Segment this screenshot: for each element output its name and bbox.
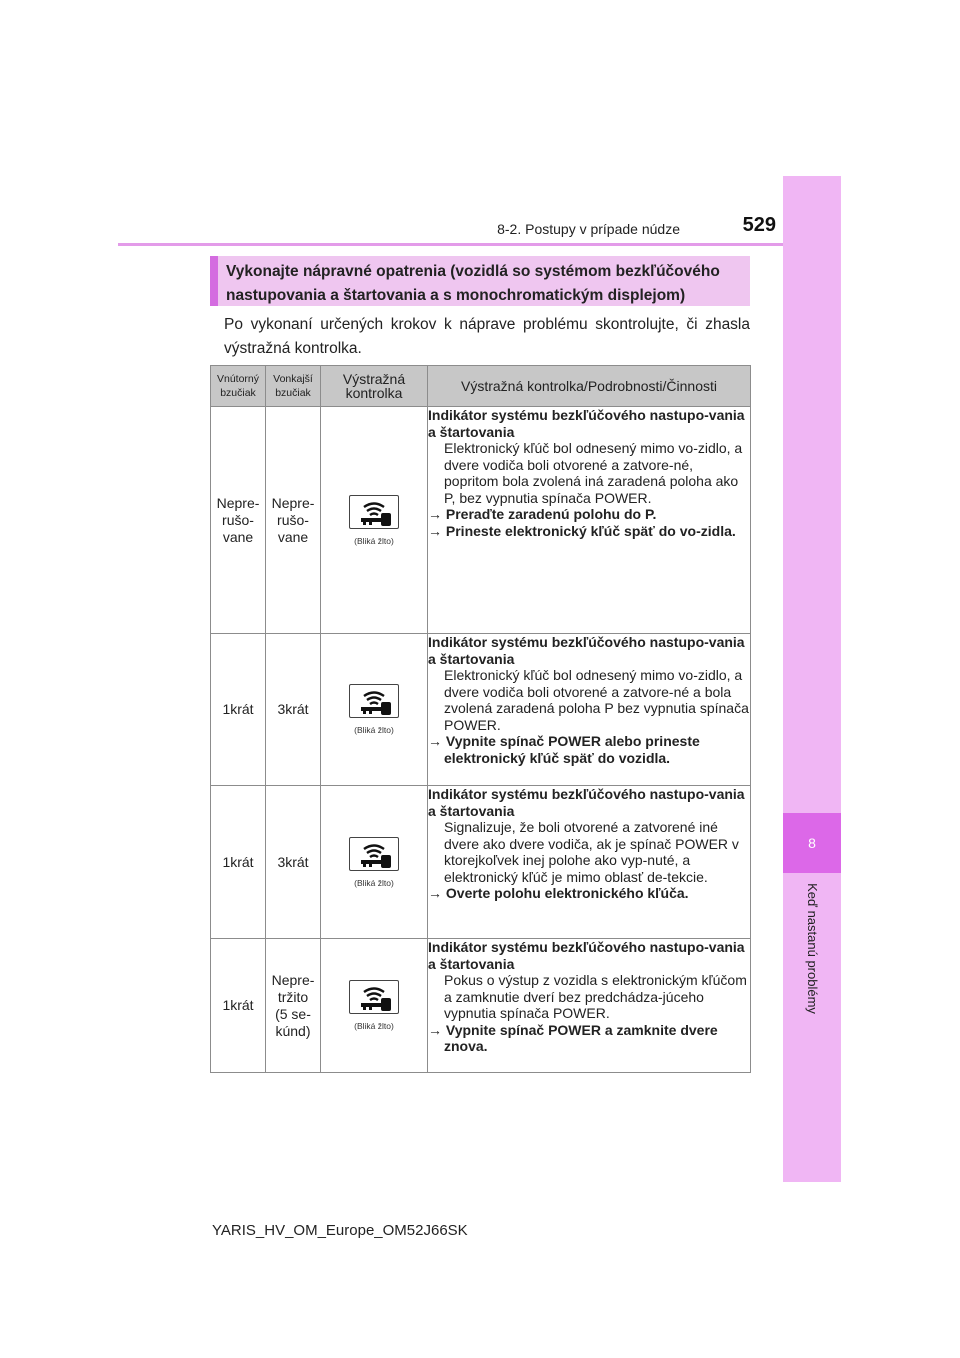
internal-buzzer-cell: Nepre-rušo-vane: [211, 407, 266, 634]
internal-buzzer-cell: 1krát: [211, 786, 266, 939]
page-number: 529: [742, 214, 776, 236]
details-cell: [428, 634, 751, 786]
header-internal-buzzer: Vnútorný bzučiak: [211, 366, 266, 407]
indicator-title: Indikátor systému bezkľúčového nastupo-vania a štartovania: [428, 634, 745, 667]
warning-light-cell: [321, 939, 428, 1073]
action-item: → Vypnite spínač POWER a zamknite dvere znova.: [428, 1021, 718, 1054]
chapter-number: 8: [808, 835, 816, 851]
header-details: Výstražná kontrolka/Podrobnosti/Činnosti: [428, 366, 751, 407]
indicator-detail: Elektronický kľúč bol odnesený mimo vo-zidlo, a dvere vodiča boli otvorené a zatvore-né a bola zvolená zaradená poloha P bez vypnutia spínača POWER.: [444, 667, 749, 733]
chapter-side-tab: [783, 176, 841, 1182]
flash-note: (Bliká žlto): [354, 1021, 394, 1031]
warning-light-cell: [321, 407, 428, 634]
chapter-title-vertical: [783, 873, 841, 1023]
flash-note: (Bliká žlto): [354, 535, 394, 546]
table-header-row: [211, 366, 751, 407]
external-buzzer-cell: Nepre-tržito (5 se-kúnd): [266, 939, 321, 1073]
internal-buzzer-cell: 1krát: [211, 634, 266, 786]
details-cell: [428, 939, 751, 1073]
smart-key-warning-icon: [349, 684, 399, 718]
indicator-title: Indikátor systému bezkľúčového nastupo-vania a štartovania: [428, 939, 745, 972]
intro-paragraph: Po vykonaní určených krokov k náprave problému skontrolujte, či zhasla výstražná kontrolka.: [224, 316, 750, 357]
action-item: → Prineste elektronický kľúč späť do vo-zidla.: [428, 522, 736, 539]
internal-buzzer-cell: 1krát: [211, 939, 266, 1073]
chapter-title: Keď nastanú problémy: [804, 882, 820, 1014]
document-code-footer: YARIS_HV_OM_Europe_OM52J66SK: [212, 1222, 468, 1239]
header-rule: [118, 243, 783, 246]
table-row: [211, 939, 751, 1073]
warning-table: [210, 365, 751, 1073]
action-item: → Vypnite spínač POWER alebo prineste elektronický kľúč späť do vozidla.: [428, 733, 700, 766]
warning-light-cell: [321, 634, 428, 786]
header-external-buzzer: Vonkajší bzučiak: [266, 366, 321, 407]
action-item: → Overte polohu elektronického kľúča.: [428, 885, 689, 901]
section-title: 8-2. Postupy v prípade núdze: [497, 221, 680, 237]
indicator-detail: Pokus o výstup z vozidla s elektronickým kľúčom a zamknutie dverí bez predchádza-júceho vypnutia spínača POWER.: [444, 972, 747, 1021]
details-cell: [428, 407, 751, 634]
chapter-number-tab: [783, 813, 841, 873]
warning-light-cell: [321, 786, 428, 939]
smart-key-warning-icon: [349, 837, 399, 871]
external-buzzer-cell: Nepre-rušo-vane: [266, 407, 321, 634]
callout-title: Vykonajte nápravné opatrenia (vozidlá so systémom bezkľúčového nastupovania a štartovania a s monochromatickým displejom): [226, 263, 720, 304]
flash-note: (Bliká žlto): [354, 877, 394, 888]
external-buzzer-cell: 3krát: [266, 786, 321, 939]
action-item: → Preraďte zaradenú polohu do P.: [428, 506, 657, 522]
indicator-detail: Signalizuje, že boli otvorené a zatvorené iné dvere ako dvere vodiča, ak je spínač POWER v ktorejkoľvek inej polohe ako vyp-nuté, a elektronický kľúč je mimo oblasť de-tekcie.: [444, 819, 739, 885]
table-row: [211, 786, 751, 939]
callout-heading: [210, 256, 750, 306]
indicator-detail: Elektronický kľúč bol odnesený mimo vo-zidlo, a dvere vodiča boli otvorené a zatvore-né, popritom bola zvolená iná zaradená poloha ako P, bez vypnutia spínača POWER.: [444, 440, 743, 506]
header-warning-light: Výstražná kontrolka: [321, 366, 428, 407]
flash-note: (Bliká žlto): [354, 725, 394, 735]
details-cell: [428, 786, 751, 939]
indicator-title: Indikátor systému bezkľúčového nastupo-vania a štartovania: [428, 786, 745, 819]
smart-key-warning-icon: [349, 980, 399, 1014]
table-row: [211, 634, 751, 786]
table-row: [211, 407, 751, 634]
smart-key-warning-icon: [349, 495, 399, 529]
indicator-title: Indikátor systému bezkľúčového nastupo-vania a štartovania: [428, 407, 745, 440]
external-buzzer-cell: 3krát: [266, 634, 321, 786]
